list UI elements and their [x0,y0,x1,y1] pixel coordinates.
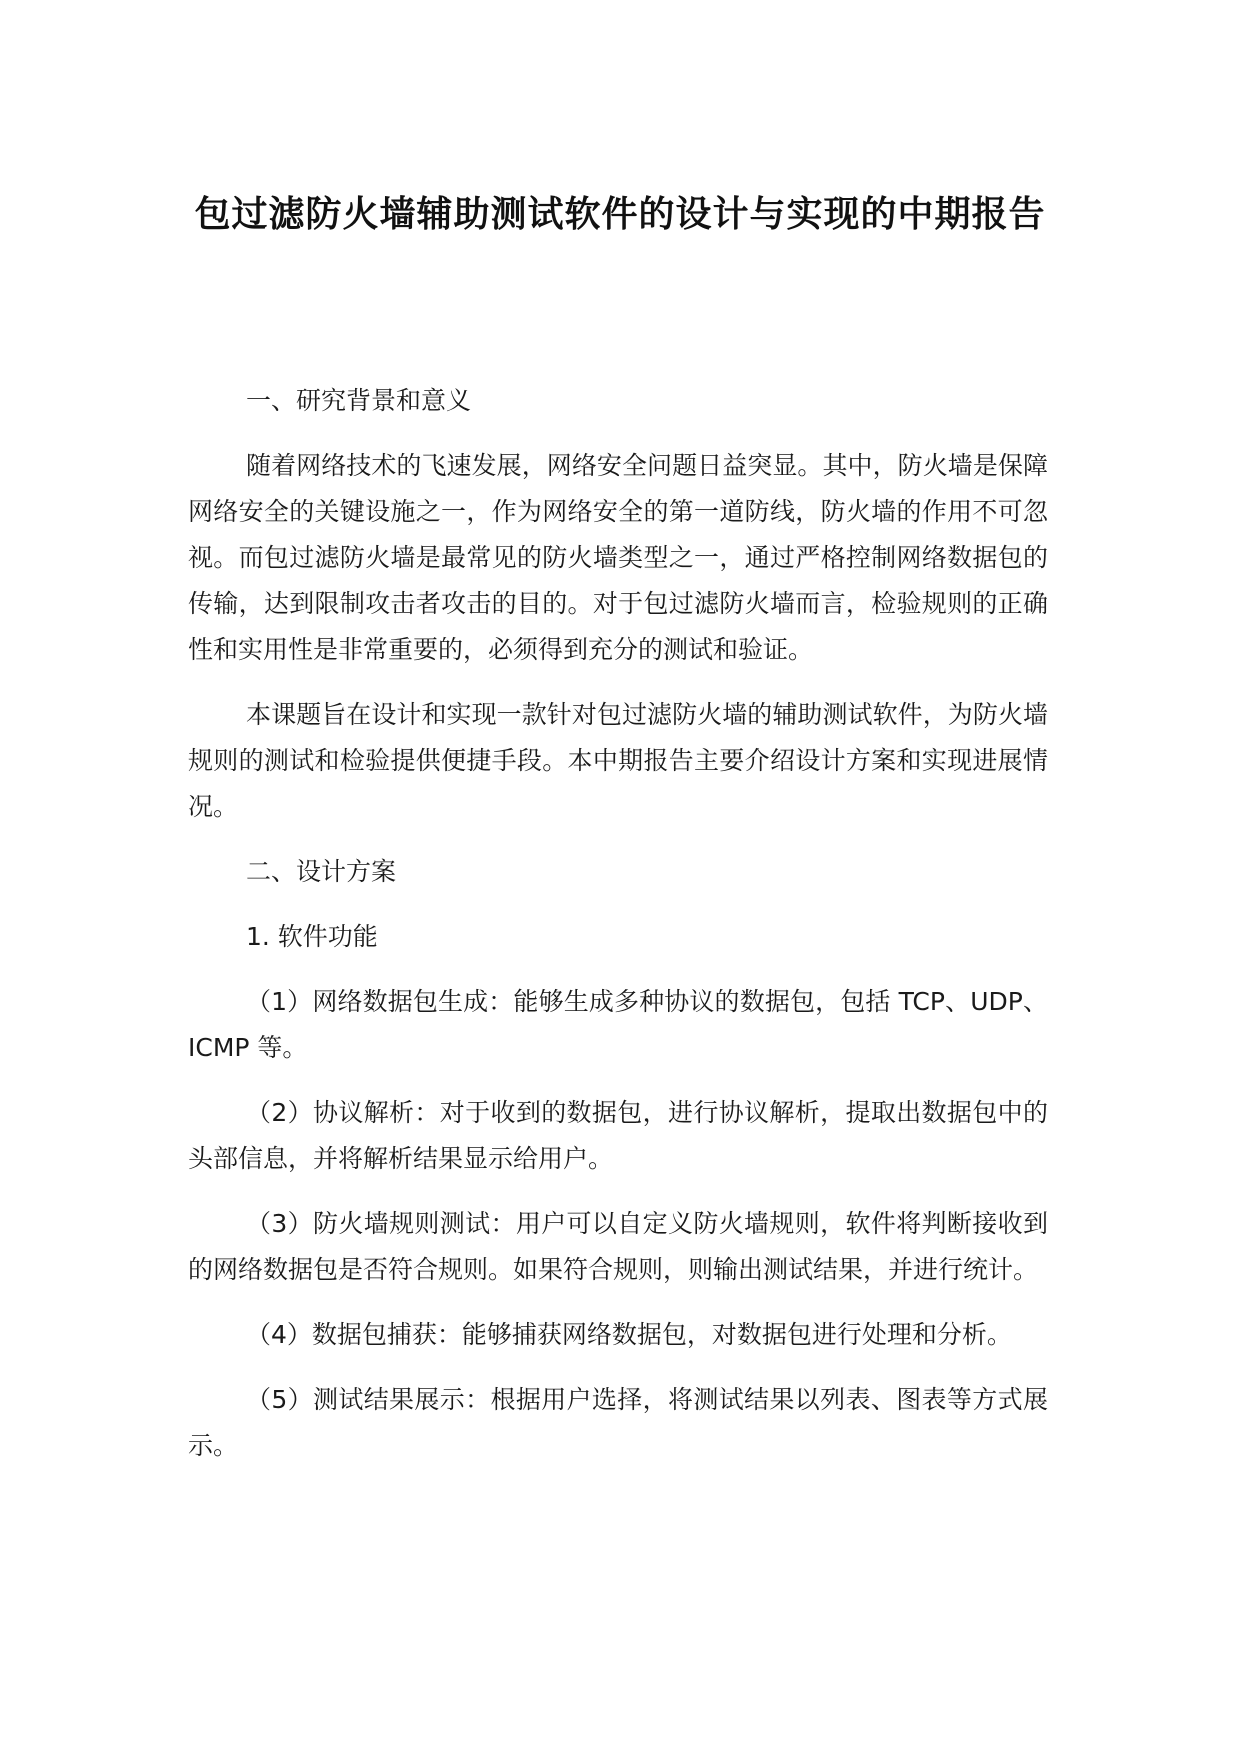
list-item-result-display: （5）测试结果展示：根据用户选择，将测试结果以列表、图表等方式展示。 [188,1385,1048,1460]
list-item-packet-capture: （4）数据包捕获：能够捕获网络数据包，对数据包进行处理和分析。 [246,1320,1012,1349]
subheading-software-functions: 1. 软件功能 [246,922,378,951]
list-item-packet-generation: （1）网络数据包生成：能够生成多种协议的数据包，包括 TCP、UDP、ICMP 等。 [188,987,1048,1062]
paragraph-purpose: 本课题旨在设计和实现一款针对包过滤防火墙的辅助测试软件，为防火墙规则的测试和检验提供便捷手段。本中期报告主要介绍设计方案和实现进展情况。 [188,700,1048,821]
list-item-rule-testing: （3）防火墙规则测试：用户可以自定义防火墙规则，软件将判断接收到的网络数据包是否符合规则。如果符合规则，则输出测试结果，并进行统计。 [188,1209,1048,1284]
paragraph-background: 随着网络技术的飞速发展，网络安全问题日益突显。其中，防火墙是保障网络安全的关键设施之一，作为网络安全的第一道防线，防火墙的作用不可忽视。而包过滤防火墙是最常见的防火墙类型之一，通过严格控制网络数据包的传输，达到限制攻击者攻击的目的。对于包过滤防火墙而言，检验规则的正确性和实用性是非常重要的，必须得到充分的测试和验证。 [188,451,1048,664]
document-title: 包过滤防火墙辅助测试软件的设计与实现的中期报告 [194,194,1046,235]
section-heading-background: 一、研究背景和意义 [246,386,472,415]
list-item-protocol-parsing: （2）协议解析：对于收到的数据包，进行协议解析，提取出数据包中的头部信息，并将解析结果显示给用户。 [188,1098,1048,1173]
section-heading-design: 二、设计方案 [246,857,397,886]
document-body [188,378,1048,1488]
